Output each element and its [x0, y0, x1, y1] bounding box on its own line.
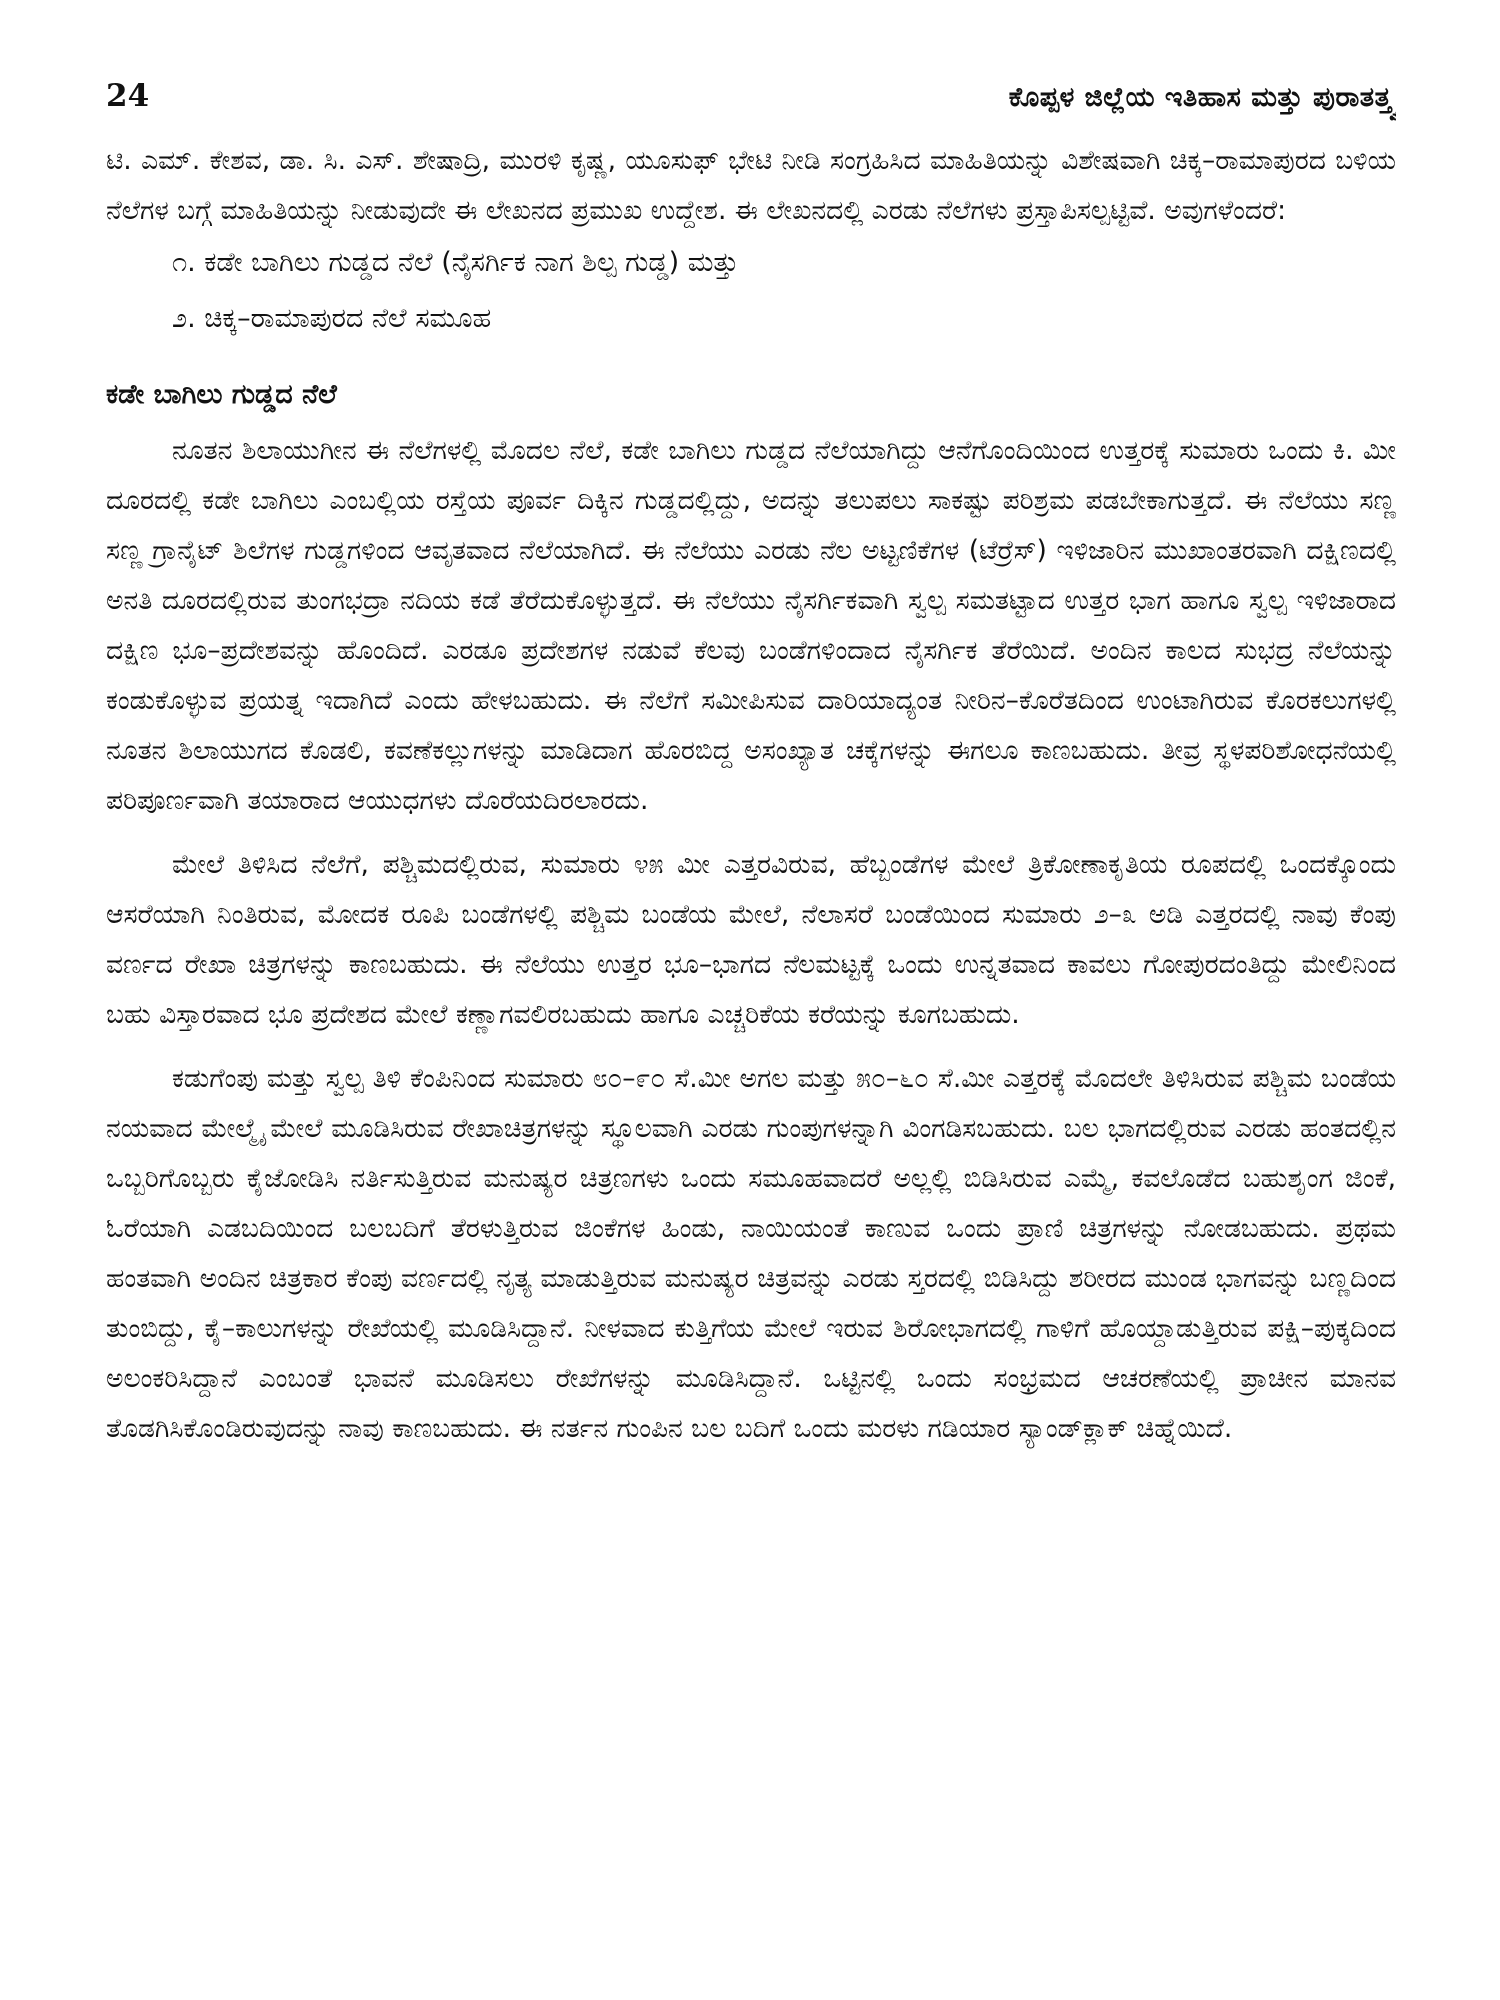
body-paragraph-1: ನೂತನ ಶಿಲಾಯುಗೀನ ಈ ನೆಲೆಗಳಲ್ಲಿ ಮೊದಲ ನೆಲೆ, ಕಡೇ ಬಾಗಿಲು ಗುಡ್ಡದ ನೆಲೆಯಾಗಿದ್ದು ಆನೆಗೊಂದಿಯಿಂದ ಉತ್ತರಕ್ಕೆ ಸುಮಾರು ಒಂದು ಕಿ. ಮೀ ದೂರದಲ್ಲಿ ಕಡೇ ಬಾಗಿಲು ಎಂಬಲ್ಲಿಯ ರಸ್ತೆಯ ಪೂರ್ವ ದಿಕ್ಕಿನ ಗುಡ್ಡದಲ್ಲಿದ್ದು, ಅದನ್ನು ತಲುಪಲು ಸಾಕಷ್ಟು ಪರಿಶ್ರಮ ಪಡಬೇಕಾಗುತ್ತದೆ. ಈ ನೆಲೆಯು ಸಣ್ಣ ಸಣ್ಣ ಗ್ರಾನೈಟ್ ಶಿಲೆಗಳ ಗುಡ್ಡಗಳಿಂದ ಆವೃತವಾದ ನೆಲೆಯಾಗಿದೆ. ಈ ನೆಲೆಯು ಎರಡು ನೆಲ ಅಟ್ಟಣಿಕೆಗಳ (ಟೆರ್ರೆಸ್) ಇಳಿಜಾರಿನ ಮುಖಾಂತರವಾಗಿ ದಕ್ಷಿಣದಲ್ಲಿ ಅನತಿ ದೂರದಲ್ಲಿರುವ ತುಂಗಭದ್ರಾ ನದಿಯ ಕಡೆ ತೆರೆದುಕೊಳ್ಳುತ್ತದೆ. ಈ ನೆಲೆಯು ನೈಸರ್ಗಿಕವಾಗಿ ಸ್ವಲ್ಪ ಸಮತಟ್ಟಾದ ಉತ್ತರ ಭಾಗ ಹಾಗೂ ಸ್ವಲ್ಪ ಇಳಿಜಾರಾದ ದಕ್ಷಿಣ ಭೂ–ಪ್ರದೇಶವನ್ನು ಹೊಂದಿದೆ. ಎರಡೂ ಪ್ರದೇಶಗಳ ನಡುವೆ ಕೆಲವು ಬಂಡೆಗಳಿಂದಾದ ನೈಸರ್ಗಿಕ ತೆರೆಯಿದೆ. ಅಂದಿನ ಕಾಲದ ಸುಭದ್ರ ನೆಲೆಯನ್ನು ಕಂಡುಕೊಳ್ಳುವ ಪ್ರಯತ್ನ ಇದಾಗಿದೆ ಎಂದು ಹೇಳಬಹುದು. ಈ ನೆಲೆಗೆ ಸಮೀಪಿಸುವ ದಾರಿಯಾದ್ಯಂತ ನೀರಿನ–ಕೊರೆತದಿಂದ ಉಂಟಾಗಿರುವ ಕೊರಕಲುಗಳಲ್ಲಿ ನೂತನ ಶಿಲಾಯುಗದ ಕೊಡಲಿ, ಕವಣೆಕಲ್ಲುಗಳನ್ನು ಮಾಡಿದಾಗ ಹೊರಬಿದ್ದ ಅಸಂಖ್ಯಾತ ಚಕ್ಕೆಗಳನ್ನು ಈಗಲೂ ಕಾಣಬಹುದು. ತೀವ್ರ ಸ್ಥಳಪರಿಶೋಧನೆಯಲ್ಲಿ ಪರಿಪೂರ್ಣವಾಗಿ ತಯಾರಾದ ಆಯುಧಗಳು ದೊರೆಯದಿರಲಾರದು. — [106, 435, 1396, 816]
body-paragraph-3: ಕಡುಗೆಂಪು ಮತ್ತು ಸ್ವಲ್ಪ ತಿಳಿ ಕೆಂಪಿನಿಂದ ಸುಮಾರು ೮೦–೯೦ ಸೆ.ಮೀ ಅಗಲ ಮತ್ತು ೫೦–೬೦ ಸೆ.ಮೀ ಎತ್ತರಕ್ಕೆ ಮೊದಲೇ ತಿಳಿಸಿರುವ ಪಶ್ಚಿಮ ಬಂಡೆಯ ನಯವಾದ ಮೇಲ್ಮೈ ಮೇಲೆ ಮೂಡಿಸಿರುವ ರೇಖಾಚಿತ್ರಗಳನ್ನು ಸ್ಥೂಲವಾಗಿ ಎರಡು ಗುಂಪುಗಳನ್ನಾಗಿ ವಿಂಗಡಿಸಬಹುದು. ಬಲ ಭಾಗದಲ್ಲಿರುವ ಎರಡು ಹಂತದಲ್ಲಿನ ಒಬ್ಬರಿಗೊಬ್ಬರು ಕೈಜೋಡಿಸಿ ನರ್ತಿಸುತ್ತಿರುವ ಮನುಷ್ಯರ ಚಿತ್ರಣಗಳು ಒಂದು ಸಮೂಹವಾದರೆ ಅಲ್ಲಲ್ಲಿ ಬಿಡಿಸಿರುವ ಎಮ್ಮೆ, ಕವಲೊಡೆದ ಬಹುಶೃಂಗ ಜಿಂಕೆ, ಓರೆಯಾಗಿ ಎಡಬದಿಯಿಂದ ಬಲಬದಿಗೆ ತೆರಳುತ್ತಿರುವ ಜಿಂಕೆಗಳ ಹಿಂಡು, ನಾಯಿಯಂತೆ ಕಾಣುವ ಒಂದು ಪ್ರಾಣಿ ಚಿತ್ರಗಳನ್ನು ನೋಡಬಹುದು. ಪ್ರಥಮ ಹಂತವಾಗಿ ಅಂದಿನ ಚಿತ್ರಕಾರ ಕೆಂಪು ವರ್ಣದಲ್ಲಿ ನೃತ್ಯ ಮಾಡುತ್ತಿರುವ ಮನುಷ್ಯರ ಚಿತ್ರವನ್ನು ಎರಡು ಸ್ತರದಲ್ಲಿ ಬಿಡಿಸಿದ್ದು ಶರೀರದ ಮುಂಡ ಭಾಗವನ್ನು ಬಣ್ಣದಿಂದ ತುಂಬಿದ್ದು, ಕೈ–ಕಾಲುಗಳನ್ನು ರೇಖೆಯಲ್ಲಿ ಮೂಡಿಸಿದ್ದಾನೆ. ನೀಳವಾದ ಕುತ್ತಿಗೆಯ ಮೇಲೆ ಇರುವ ಶಿರೋಭಾಗದಲ್ಲಿ ಗಾಳಿಗೆ ಹೊಯ್ದಾಡುತ್ತಿರುವ ಪಕ್ಷಿ–ಪುಕ್ಕದಿಂದ ಅಲಂಕರಿಸಿದ್ದಾನೆ ಎಂಬಂತೆ ಭಾವನೆ ಮೂಡಿಸಲು ರೇಖೆಗಳನ್ನು ಮೂಡಿಸಿದ್ದಾನೆ. ಒಟ್ಟಿನಲ್ಲಿ ಒಂದು ಸಂಭ್ರಮದ ಆಚರಣೆಯಲ್ಲಿ ಪ್ರಾಚೀನ ಮಾನವ ತೊಡಗಿಸಿಕೊಂಡಿರುವುದನ್ನು ನಾವು ಕಾಣಬಹುದು. ಈ ನರ್ತನ ಗುಂಪಿನ ಬಲ ಬದಿಗೆ ಒಂದು ಮರಳು ಗಡಿಯಾರ ಸ್ಯಾಂಡ್‌ಕ್ಲಾಕ್ ಚಿಹ್ನೆಯಿದೆ. — [106, 1063, 1396, 1444]
page-number: 24 — [106, 78, 150, 114]
book-page — [106, 78, 1396, 1958]
body-paragraph-2: ಮೇಲೆ ತಿಳಿಸಿದ ನೆಲೆಗೆ, ಪಶ್ಚಿಮದಲ್ಲಿರುವ, ಸುಮಾರು ೪೫ ಮೀ ಎತ್ತರವಿರುವ, ಹೆಬ್ಬಂಡೆಗಳ ಮೇಲೆ ತ್ರಿಕೋಣಾಕೃತಿಯ ರೂಪದಲ್ಲಿ ಒಂದಕ್ಕೊಂದು ಆಸರೆಯಾಗಿ ನಿಂತಿರುವ, ಮೋದಕ ರೂಪಿ ಬಂಡೆಗಳಲ್ಲಿ ಪಶ್ಚಿಮ ಬಂಡೆಯ ಮೇಲೆ, ನೆಲಾಸರೆ ಬಂಡೆಯಿಂದ ಸುಮಾರು ೨–೩ ಅಡಿ ಎತ್ತರದಲ್ಲಿ ನಾವು ಕೆಂಪು ವರ್ಣದ ರೇಖಾ ಚಿತ್ರಗಳನ್ನು ಕಾಣಬಹುದು. ಈ ನೆಲೆಯು ಉತ್ತರ ಭೂ–ಭಾಗದ ನೆಲಮಟ್ಟಕ್ಕೆ ಒಂದು ಉನ್ನತವಾದ ಕಾವಲು ಗೋಪುರದಂತಿದ್ದು ಮೇಲಿನಿಂದ ಬಹು ವಿಸ್ತಾರವಾದ ಭೂ ಪ್ರದೇಶದ ಮೇಲೆ ಕಣ್ಣಾಗವಲಿರಬಹುದು ಹಾಗೂ ಎಚ್ಚರಿಕೆಯ ಕರೆಯನ್ನು ಕೂಗಬಹುದು. — [106, 849, 1396, 1030]
site-list — [106, 236, 1396, 346]
section-heading: ಕಡೇ ಬಾಗಿಲು ಗುಡ್ಡದ ನೆಲೆ — [106, 379, 337, 410]
intro-paragraph: ಟಿ. ಎಮ್. ಕೇಶವ, ಡಾ. ಸಿ. ಎಸ್. ಶೇಷಾದ್ರಿ, ಮುರಳಿ ಕೃಷ್ಣ, ಯೂಸುಫ್ ಭೇಟಿ ನೀಡಿ ಸಂಗ್ರಹಿಸಿದ ಮಾಹಿತಿಯನ್ನು ವಿಶೇಷವಾಗಿ ಚಿಕ್ಕ–ರಾಮಾಪುರದ ಬಳಿಯ ನೆಲೆಗಳ ಬಗ್ಗೆ ಮಾಹಿತಿಯನ್ನು ನೀಡುವುದೇ ಈ ಲೇಖನದ ಪ್ರಮುಖ ಉದ್ದೇಶ. ಈ ಲೇಖನದಲ್ಲಿ ಎರಡು ನೆಲೆಗಳು ಪ್ರಸ್ತಾಪಿಸಲ್ಪಟ್ಟಿವೆ. ಅವುಗಳೆಂದರೆ: — [106, 145, 1396, 226]
running-header — [106, 78, 1396, 130]
site-list-item-2: ೨. ಚಿಕ್ಕ–ರಾಮಾಪುರದ ನೆಲೆ ಸಮೂಹ — [172, 303, 492, 334]
site-list-item-1: ೧. ಕಡೇ ಬಾಗಿಲು ಗುಡ್ಡದ ನೆಲೆ (ನೈಸರ್ಗಿಕ ನಾಗ ಶಿಲ್ಪ ಗುಡ್ಡ) ಮತ್ತು — [172, 247, 739, 278]
book-title: ಕೊಪ್ಪಳ ಜಿಲ್ಲೆಯ ಇತಿಹಾಸ ಮತ್ತು ಪುರಾತತ್ತ್ವ — [1008, 82, 1396, 113]
